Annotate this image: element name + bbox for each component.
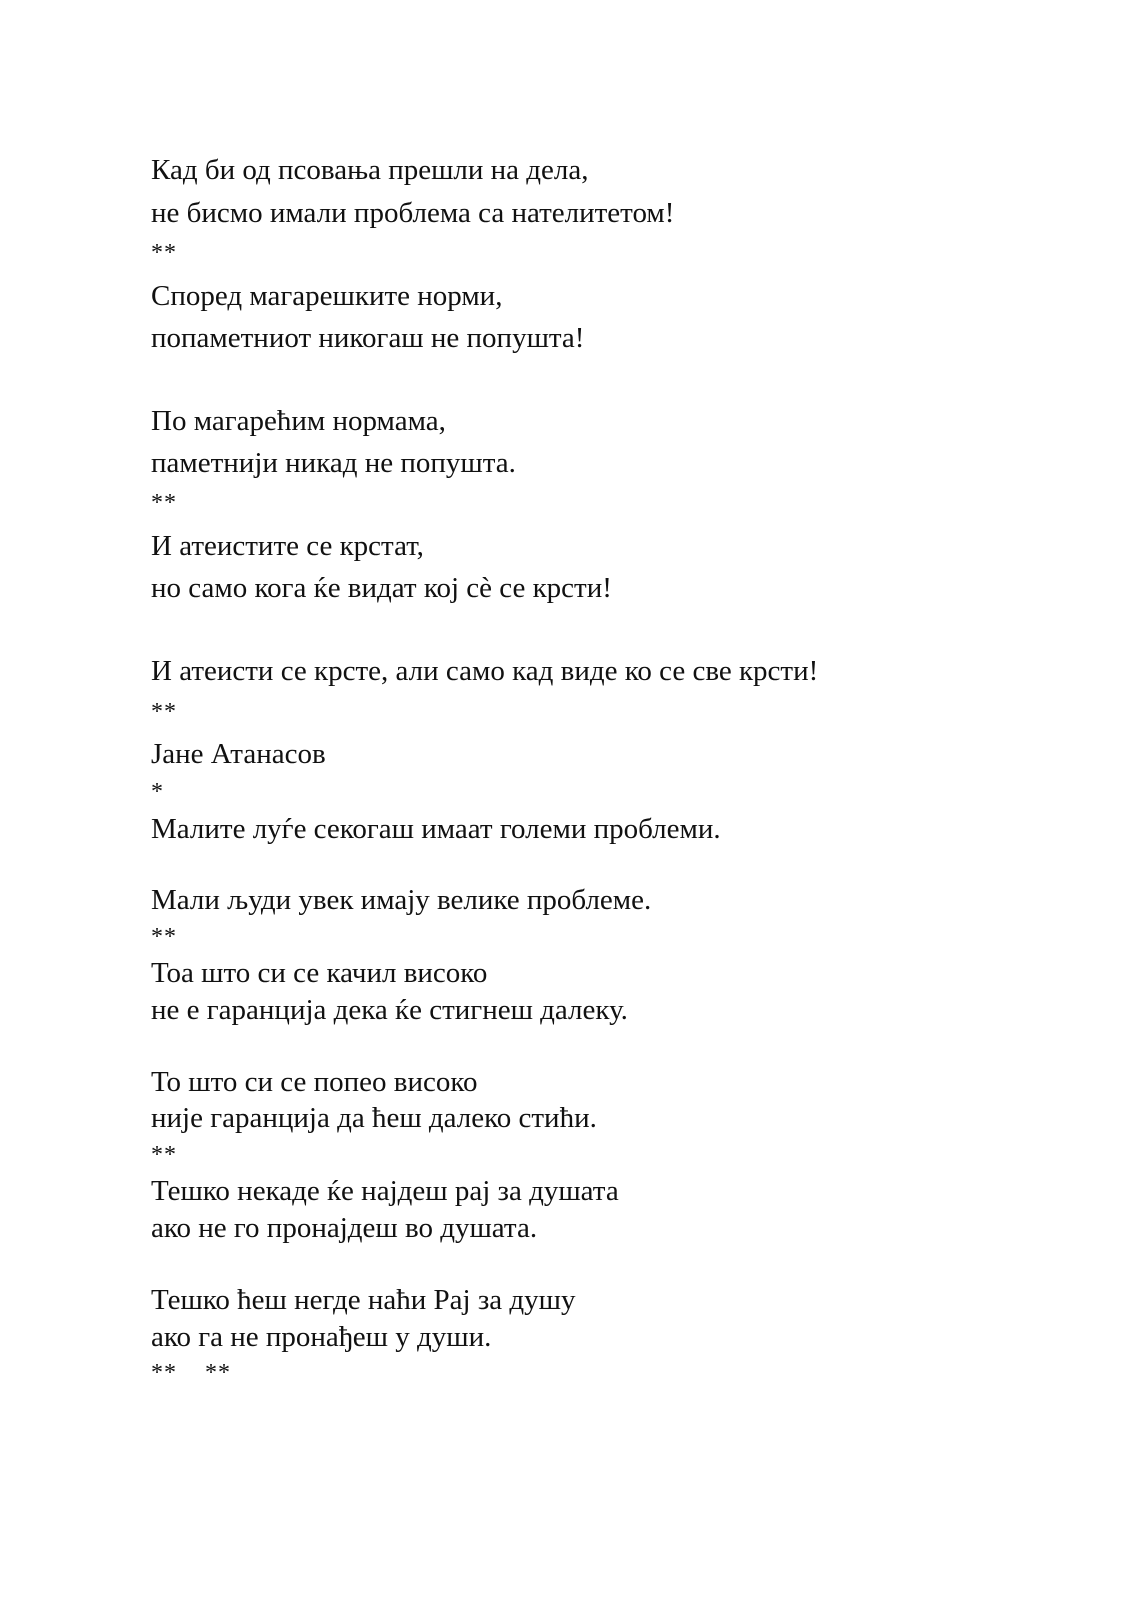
- text-line: Кад би од псовања прешли на дела,: [151, 154, 589, 186]
- separator-stars: ** **: [151, 1360, 231, 1386]
- separator-stars: **: [151, 490, 177, 516]
- text-line: Според магарешките норми,: [151, 280, 503, 312]
- text-line: ако не го пронајдеш во душата.: [151, 1212, 538, 1244]
- text-line: Тоа што си се качил високо: [151, 957, 488, 989]
- text-line: ако га не пронађеш у души.: [151, 1321, 492, 1353]
- separator-stars: **: [151, 1142, 177, 1168]
- text-line: није гаранција да ћеш далеко стићи.: [151, 1102, 597, 1134]
- separator-star: *: [151, 779, 164, 805]
- text-line: не бисмо имали проблема са нателитетом!: [151, 197, 675, 229]
- text-line: Тешко некаде ќе најдеш рај за душата: [151, 1175, 619, 1207]
- separator-stars: **: [151, 924, 177, 950]
- text-line: попаметниот никогаш не попушта!: [151, 322, 585, 354]
- text-line: Мали људи увек имају велике проблеме.: [151, 884, 652, 916]
- author-name: Јане Атанасов: [151, 738, 326, 770]
- text-line: паметнији никад не попушта.: [151, 447, 516, 479]
- text-line: И атеисти се крсте, али само кад виде ко се све крсти!: [151, 655, 819, 687]
- text-line: не е гаранција дека ќе стигнеш далеку.: [151, 994, 628, 1026]
- separator-stars: **: [151, 699, 177, 725]
- text-line: Малите луѓе секогаш имаат големи проблеми.: [151, 813, 721, 845]
- text-line: По магарећим нормама,: [151, 405, 446, 437]
- text-line: То што си се попео високо: [151, 1066, 478, 1098]
- text-line: И атеистите се крстат,: [151, 530, 424, 562]
- text-line: но само кога ќе видат кој сѐ се крсти!: [151, 572, 612, 604]
- separator-stars: **: [151, 240, 177, 266]
- text-line: Тешко ћеш негде наћи Рај за душу: [151, 1284, 576, 1316]
